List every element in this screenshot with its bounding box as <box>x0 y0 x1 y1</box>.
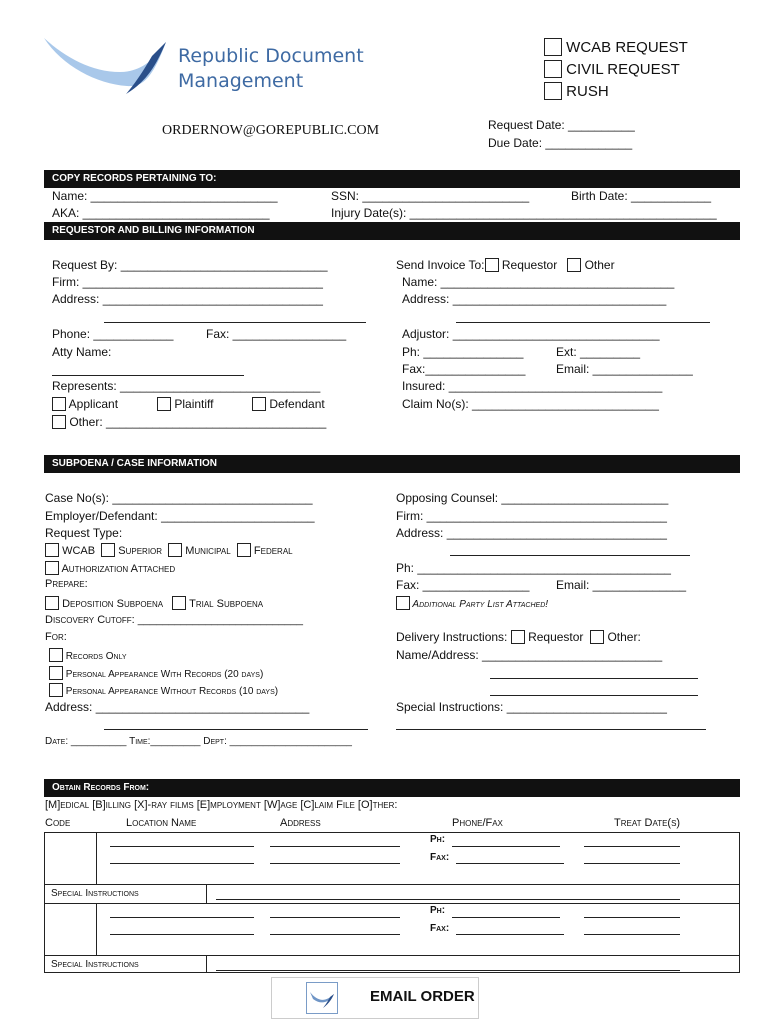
treat-date-line[interactable] <box>584 846 680 847</box>
represents-other-option[interactable] <box>52 415 326 429</box>
order-email: ORDERNOW@GOREPUBLIC.COM <box>162 123 380 138</box>
invoice-other-checkbox[interactable] <box>567 258 581 272</box>
deposition-checkbox[interactable] <box>45 596 59 610</box>
wcab-checkbox[interactable] <box>544 38 562 56</box>
company-name-line1: Republic Document <box>178 45 364 67</box>
row-special-instructions-label: Special Instructions <box>51 888 139 899</box>
rush-checkbox[interactable] <box>544 82 562 100</box>
address-line-2[interactable] <box>104 322 366 323</box>
record-fax-label: Fax: <box>430 852 450 863</box>
treat-date-line[interactable] <box>584 934 680 935</box>
table-divider <box>44 903 740 904</box>
treat-date-line[interactable] <box>584 863 680 864</box>
special-instructions-line-2[interactable] <box>396 729 706 730</box>
records-only-option[interactable] <box>49 648 127 662</box>
invoice-requestor-label: Requestor <box>501 258 558 272</box>
records-only-label: Records Only <box>65 651 127 662</box>
for-label: For: <box>45 631 67 643</box>
applicant-checkbox[interactable] <box>52 397 66 411</box>
adjustor-fax-field[interactable]: Fax:_______________ <box>402 362 526 376</box>
treat-date-line[interactable] <box>584 917 680 918</box>
location-line[interactable] <box>110 846 254 847</box>
wcab-court-checkbox[interactable] <box>45 543 59 557</box>
opposing-address-line-2[interactable] <box>450 555 690 556</box>
request-date-field[interactable]: Request Date: __________ <box>488 118 635 132</box>
represents-other-label: Other: _________________________________ <box>69 415 327 429</box>
pa-without-option[interactable] <box>49 683 278 697</box>
row-special-instructions-line[interactable] <box>216 899 680 900</box>
defendant-option[interactable] <box>252 397 325 411</box>
atty-name-label: Atty Name: <box>52 345 112 359</box>
fax-field[interactable]: Fax: _________________ <box>206 327 347 341</box>
address-line[interactable] <box>270 846 400 847</box>
appearance-address-line-2[interactable] <box>104 729 368 730</box>
rush-label: RUSH <box>566 83 609 100</box>
col-address: Address <box>280 817 321 829</box>
pa-without-label: Personal Appearance Without Records (10 days) <box>65 686 279 697</box>
record-phone-line[interactable] <box>452 846 560 847</box>
opposing-email-field[interactable]: Email: ______________ <box>556 578 687 592</box>
invoice-address-field[interactable]: Address: ________________________________ <box>402 292 667 306</box>
record-fax-label: Fax: <box>430 923 450 934</box>
delivery-name-address-field[interactable]: Name/Address: ___________________________ <box>396 648 663 662</box>
company-name-line2: Management <box>178 70 304 92</box>
insured-field[interactable]: Insured: ________________________________ <box>402 379 663 393</box>
date-time-dept-field[interactable]: Date: __________ Time:_________ Dept: ______________________ <box>45 736 352 747</box>
civil-checkbox[interactable] <box>544 60 562 78</box>
federal-checkbox[interactable] <box>237 543 251 557</box>
prepare-row <box>45 596 263 610</box>
table-divider <box>96 903 97 955</box>
invoice-other-label: Other <box>584 258 615 272</box>
delivery-requestor-checkbox[interactable] <box>511 630 525 644</box>
email-order-label: EMAIL ORDER <box>370 988 475 1005</box>
record-codes-legend: [M]edical [B]illing [X]-ray films [E]mployment [W]age [C]laim File [O]ther: <box>45 799 398 811</box>
address-line[interactable] <box>270 917 400 918</box>
row-special-instructions-label: Special Instructions <box>51 959 139 970</box>
delivery-other-checkbox[interactable] <box>590 630 604 644</box>
prepare-label: Prepare: <box>45 578 88 590</box>
atty-name-line[interactable] <box>52 375 244 376</box>
location-line[interactable] <box>110 917 254 918</box>
table-divider <box>206 884 207 903</box>
obtain-records-header: Obtain Records From: <box>44 779 740 797</box>
employer-field[interactable]: Employer/Defendant: _______________________ <box>45 509 315 523</box>
delivery-label: Delivery Instructions: <box>396 630 508 644</box>
subpoena-header: SUBPOENA / CASE INFORMATION <box>44 455 740 473</box>
additional-party-option[interactable] <box>396 596 548 610</box>
adjustor-phone-field[interactable]: Ph: _______________ <box>402 345 524 359</box>
location-line[interactable] <box>110 934 254 935</box>
superior-label: Superior <box>118 545 163 557</box>
aka-field[interactable]: AKA: ____________________________ <box>52 206 270 220</box>
delivery-other-label: Other: <box>607 630 641 644</box>
appearance-address-field[interactable]: Address: ________________________________ <box>45 700 310 714</box>
ssn-field[interactable]: SSN: _________________________ <box>331 189 530 203</box>
plaintiff-option[interactable] <box>157 397 213 411</box>
special-instructions-field[interactable]: Special Instructions: ________________________ <box>396 700 667 714</box>
pa-with-option[interactable] <box>49 666 263 680</box>
email-order-icon <box>306 982 338 1014</box>
delivery-row <box>396 630 641 644</box>
case-no-field[interactable]: Case No(s): ______________________________ <box>45 491 313 505</box>
col-phone-fax: Phone/Fax <box>452 817 503 829</box>
send-invoice-label: Send Invoice To: <box>396 258 485 272</box>
delivery-requestor-label: Requestor <box>528 630 584 644</box>
table-divider <box>96 832 97 884</box>
col-location: Location Name <box>126 817 197 829</box>
additional-party-label: Additional Party List Attached! <box>412 599 549 610</box>
opposing-phone-field[interactable]: Ph: ______________________________________ <box>396 561 671 575</box>
copy-records-header: COPY RECORDS PERTAINING TO: <box>44 170 740 188</box>
wcab-court-label: WCAB <box>62 545 96 557</box>
discovery-cutoff-field[interactable]: Discovery Cutoff: ___________________________ <box>45 614 303 626</box>
applicant-option[interactable] <box>52 397 118 411</box>
wcab-label: WCAB REQUEST <box>566 39 688 56</box>
applicant-label: Applicant <box>68 397 119 411</box>
col-code: Code <box>45 817 71 829</box>
defendant-label: Defendant <box>269 397 325 411</box>
adjustor-email-field[interactable]: Email: _______________ <box>556 362 693 376</box>
request-type-label: Request Type: <box>45 526 123 540</box>
request-type-civil[interactable] <box>544 60 680 78</box>
claim-no-field[interactable]: Claim No(s): ____________________________ <box>402 397 659 411</box>
authorization-option[interactable] <box>45 561 175 575</box>
address-field[interactable]: Address: _________________________________ <box>52 292 323 306</box>
request-type-wcab[interactable] <box>544 38 688 56</box>
table-divider <box>44 955 740 956</box>
table-divider <box>206 955 207 973</box>
firm-field[interactable]: Firm: ____________________________________ <box>52 275 323 289</box>
request-type-rush[interactable] <box>544 82 609 100</box>
injury-date-field[interactable]: Injury Date(s): ______________________________________________ <box>331 206 717 220</box>
location-line[interactable] <box>110 863 254 864</box>
pa-without-checkbox[interactable] <box>49 683 63 697</box>
record-fax-line[interactable] <box>456 934 564 935</box>
court-type-row <box>45 543 293 557</box>
opposing-counsel-field[interactable]: Opposing Counsel: _________________________ <box>396 491 669 505</box>
defendant-checkbox[interactable] <box>252 397 266 411</box>
due-date-field[interactable]: Due Date: _____________ <box>488 136 633 150</box>
col-treat-date: Treat Date(s) <box>614 817 681 829</box>
invoice-name-field[interactable]: Name: ___________________________________ <box>402 275 675 289</box>
adjustor-ext-field[interactable]: Ext: _________ <box>556 345 641 359</box>
authorization-checkbox[interactable] <box>45 561 59 575</box>
table-divider <box>44 884 740 885</box>
requestor-header: REQUESTOR AND BILLING INFORMATION <box>44 222 740 240</box>
municipal-label: Municipal <box>185 545 231 557</box>
records-only-checkbox[interactable] <box>49 648 63 662</box>
additional-party-checkbox[interactable] <box>396 596 410 610</box>
send-invoice-row <box>396 258 615 272</box>
plaintiff-label: Plaintiff <box>174 397 214 411</box>
record-phone-label: Ph: <box>430 834 446 845</box>
superior-checkbox[interactable] <box>101 543 115 557</box>
civil-label: CIVIL REQUEST <box>566 61 680 78</box>
request-by-field[interactable]: Request By: _______________________________ <box>52 258 328 272</box>
birth-date-field[interactable]: Birth Date: ____________ <box>571 189 712 203</box>
plaintiff-checkbox[interactable] <box>157 397 171 411</box>
record-phone-line[interactable] <box>452 917 560 918</box>
opposing-fax-field[interactable]: Fax: ________________ <box>396 578 530 592</box>
record-fax-line[interactable] <box>456 863 564 864</box>
delivery-address-line-2[interactable] <box>490 678 698 679</box>
delivery-address-line-3[interactable] <box>490 695 698 696</box>
trial-label: Trial Subpoena <box>189 598 264 610</box>
republic-logo <box>42 36 170 96</box>
phone-field[interactable]: Phone: ____________ <box>52 327 174 341</box>
email-order-button[interactable] <box>271 977 479 1019</box>
invoice-requestor-checkbox[interactable] <box>485 258 499 272</box>
pa-with-checkbox[interactable] <box>49 666 63 680</box>
row-special-instructions-line[interactable] <box>216 970 680 971</box>
municipal-checkbox[interactable] <box>168 543 182 557</box>
address-line[interactable] <box>270 934 400 935</box>
invoice-address-line-2[interactable] <box>456 322 710 323</box>
deposition-label: Deposition Subpoena <box>62 598 164 610</box>
address-line[interactable] <box>270 863 400 864</box>
represents-field[interactable]: Represents: ______________________________ <box>52 379 321 393</box>
opposing-firm-field[interactable]: Firm: ____________________________________ <box>396 509 667 523</box>
adjustor-field[interactable]: Adjustor: _______________________________ <box>402 327 660 341</box>
authorization-label: Authorization Attached <box>61 563 176 575</box>
pa-with-label: Personal Appearance With Records (20 days) <box>65 669 264 680</box>
patient-name-field[interactable]: Name: ____________________________ <box>52 189 278 203</box>
represents-other-checkbox[interactable] <box>52 415 66 429</box>
trial-checkbox[interactable] <box>172 596 186 610</box>
record-phone-label: Ph: <box>430 905 446 916</box>
federal-label: Federal <box>253 545 293 557</box>
opposing-address-field[interactable]: Address: _________________________________ <box>396 526 667 540</box>
